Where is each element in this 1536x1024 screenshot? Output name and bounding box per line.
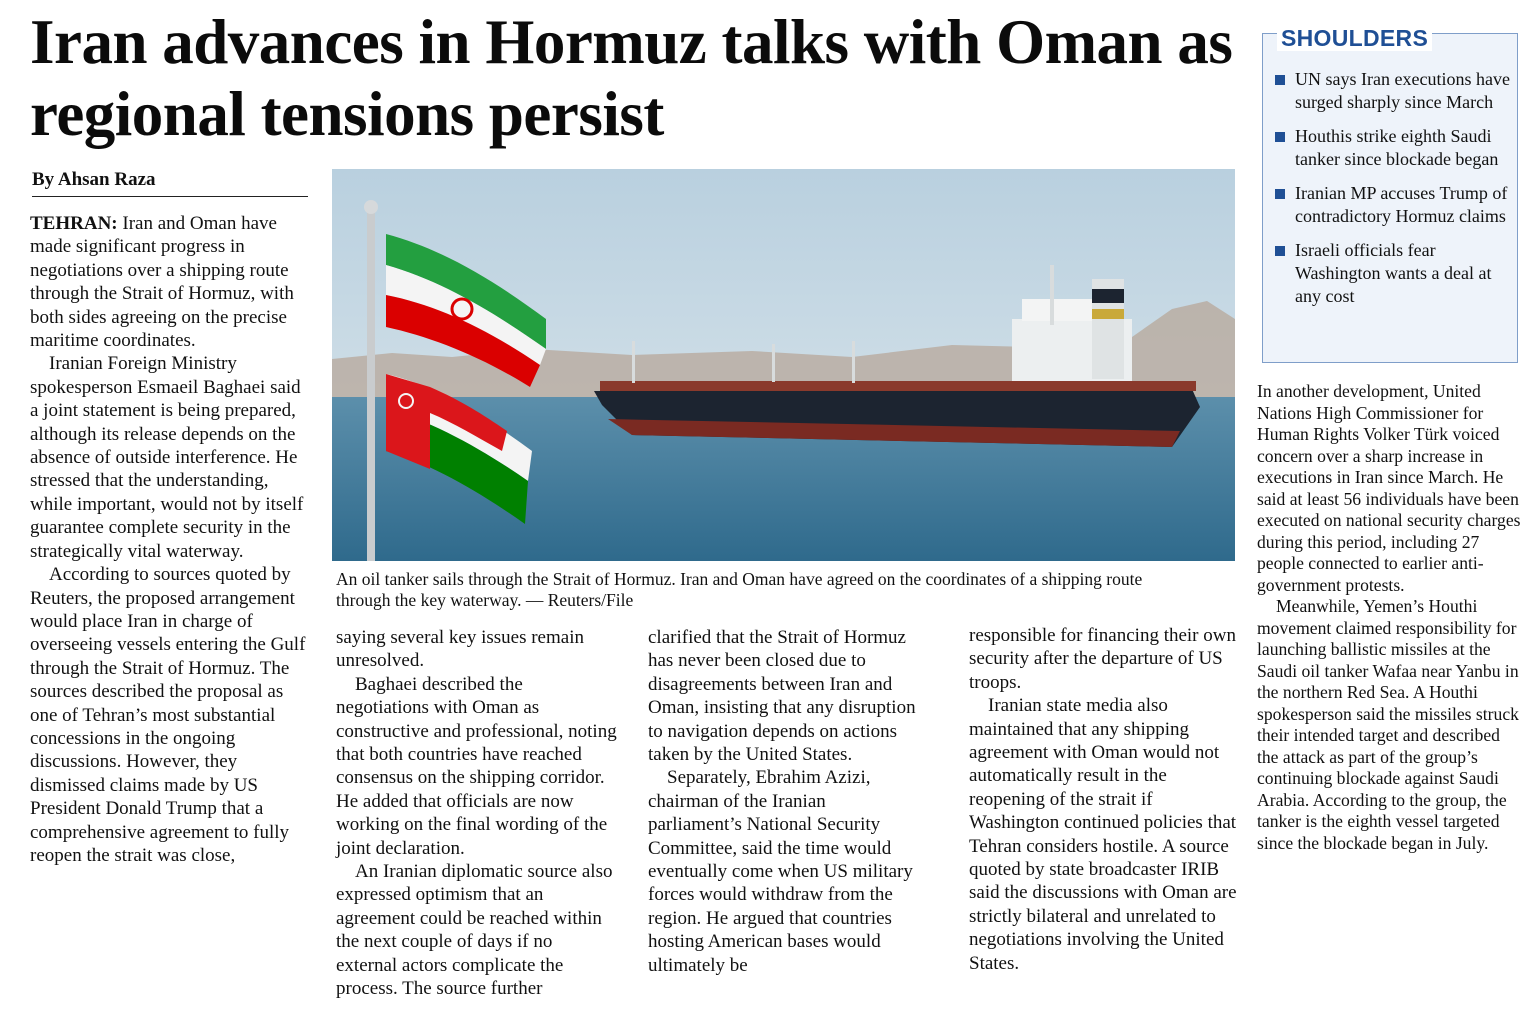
square-bullet-icon xyxy=(1275,189,1285,199)
byline: By Ahsan Raza xyxy=(32,168,308,197)
shoulder-item[interactable] xyxy=(1275,182,1511,228)
paragraph: Iranian state media also maintained that any shipping agreement with Oman would not automatically result in the reopening of the strait if Washington continued policies that Tehran considers hostile. A source quoted by state broadcaster IRIB said the discussions with Oman are strictly bilateral and unrelated to negotiations involving the United States. xyxy=(969,695,1237,974)
paragraph: According to sources quoted by Reuters, the proposed arrangement would place Iran in charge of overseeing vessels entering the Gulf through the Strait of Hormuz. The sources described the proposal as one of Tehran’s most substantial concessions in the ongoing discussions. However, they dismissed claims made by US President Donald Trump that a comprehensive agreement to fully reopen the strait was close, xyxy=(30,564,306,866)
shoulder-text: UN says Iran executions have surged sharply since March xyxy=(1295,69,1510,112)
article-column-1 xyxy=(30,212,312,867)
paragraph: clarified that the Strait of Hormuz has never been closed due to disagreements between Iran and Oman, insisting that any disruption to navigation depends on actions taken by the United States. xyxy=(648,627,916,766)
square-bullet-icon xyxy=(1275,75,1285,85)
headline: Iran advances in Hormuz talks with Oman as regional tensions persist xyxy=(30,7,1233,149)
paragraph: saying several key issues remain unresolved. xyxy=(336,627,584,672)
shoulder-item[interactable] xyxy=(1275,239,1511,308)
shoulder-text: Houthis strike eighth Saudi tanker since blockade began xyxy=(1295,126,1499,169)
paragraph: Iranian Foreign Ministry spokesperson Esmaeil Baghaei said a joint statement is being prepared, although its release depends on the absence of outside interference. He stressed that the understanding, while important, would not by itself guarantee complete security in the strategically vital waterway. xyxy=(30,353,304,562)
dateline: TEHRAN: xyxy=(30,213,118,234)
paragraph-text: Iran and Oman have made significant progress in negotiations over a shipping route through the Strait of Hormuz, with both sides agreeing on the precise maritime coordinates. xyxy=(30,213,294,352)
article-column-2 xyxy=(336,626,618,1001)
square-bullet-icon xyxy=(1275,246,1285,256)
tanker-photo xyxy=(332,169,1235,561)
paragraph: In another development, United Nations High Commissioner for Human Rights Volker Türk voiced concern over a sharp increase in executions in Iran since March. He said at least 56 individuals have been executed on national security charges during this period, including 27 people connected to earlier anti-government protests. xyxy=(1257,381,1521,595)
article-column-4 xyxy=(969,624,1239,975)
shoulder-text: Iranian MP accuses Trump of contradictory Hormuz claims xyxy=(1295,183,1508,226)
shoulder-text: Israeli officials fear Washington wants a deal at any cost xyxy=(1295,240,1492,306)
square-bullet-icon xyxy=(1275,132,1285,142)
article-column-5 xyxy=(1257,381,1523,854)
paragraph: An Iranian diplomatic source also expressed optimism that an agreement could be reached within the next couple of days if no external actors complicate the process. The source further xyxy=(336,861,613,1000)
shoulders-list xyxy=(1275,68,1511,319)
photo-caption: An oil tanker sails through the Strait of Hormuz. Iran and Oman have agreed on the coordinates of a shipping route through the key waterway. — Reuters/File xyxy=(336,569,1143,610)
paragraph: responsible for financing their own security after the departure of US troops. xyxy=(969,625,1236,693)
article-column-3 xyxy=(648,626,924,977)
shoulder-item[interactable] xyxy=(1275,68,1511,114)
shoulders-title: SHOULDERS xyxy=(1277,25,1432,51)
shoulder-item[interactable] xyxy=(1275,125,1511,171)
paragraph: Separately, Ebrahim Azizi, chairman of the Iranian parliament’s National Security Committee, said the time would eventually come when US military forces would withdraw from the region. He argued that countries hosting American bases would ultimately be xyxy=(648,767,913,976)
paragraph xyxy=(30,212,312,352)
photo-illustration xyxy=(332,169,1235,561)
paragraph: Baghaei described the negotiations with Oman as constructive and professional, noting that both countries have reached consensus on the shipping corridor. He added that officials are now working on the final wording of the joint declaration. xyxy=(336,673,617,859)
shoulders-box xyxy=(1262,25,1518,363)
paragraph: Meanwhile, Yemen’s Houthi movement claimed responsibility for launching ballistic missiles at the Saudi oil tanker Wafaa near Yanbu in the northern Red Sea. A Houthi spokesperson said the missiles struck their intended target and described the attack as part of the group’s continuing blockade against Saudi Arabia. According to the group, the tanker is the eighth vessel targeted since the blockade began in July. xyxy=(1257,596,1519,853)
